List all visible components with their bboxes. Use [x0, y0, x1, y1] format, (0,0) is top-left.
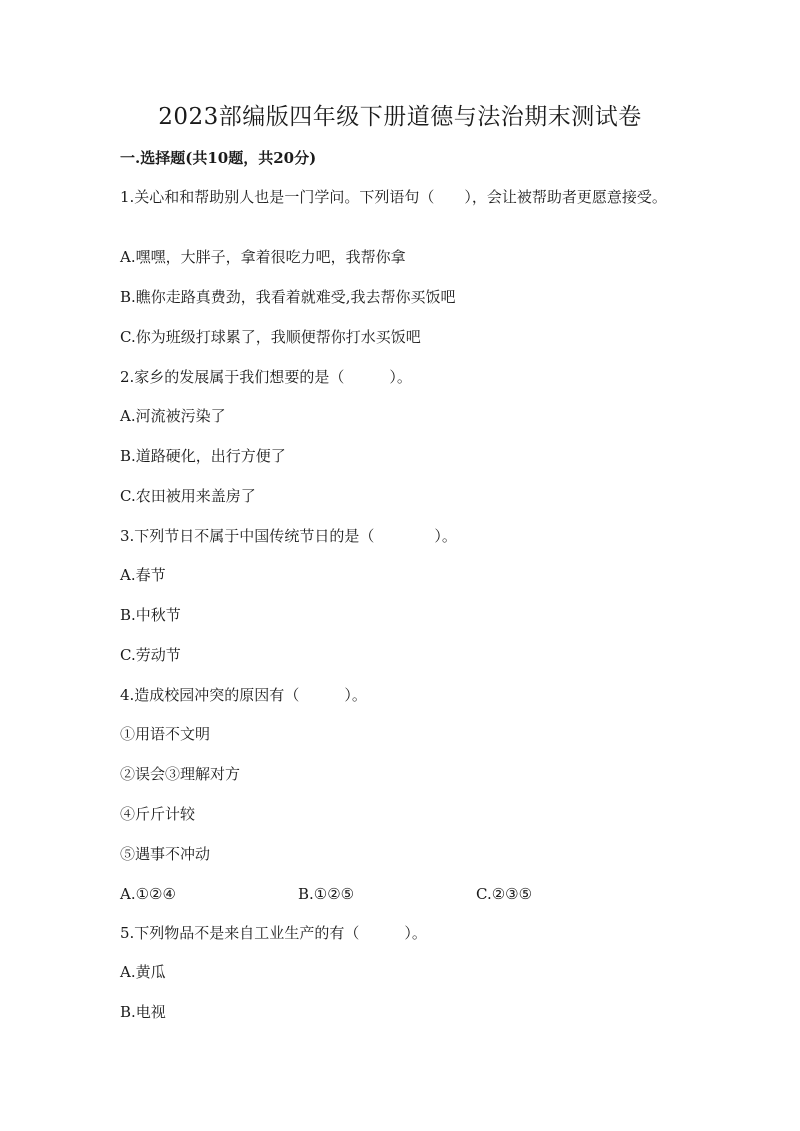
question-3-stem: 3.下列节日不属于中国传统节日的是（ ）。: [120, 527, 457, 545]
question-5-option-a: A.黄瓜: [120, 963, 166, 981]
question-2-option-a: A.河流被污染了: [120, 407, 226, 425]
question-1-stem: 1.关心和和帮助别人也是一门学问。下列语句（ ），会让被帮助者更愿意接受。: [120, 188, 667, 206]
question-1-option-a: A.嘿嘿，大胖子，拿着很吃力吧，我帮你拿: [120, 248, 406, 266]
question-4-item-4: ⑤遇事不冲动: [120, 845, 211, 863]
question-2-stem: 2.家乡的发展属于我们想要的是（ ）。: [120, 368, 412, 386]
question-3-option-c: C.劳动节: [120, 646, 181, 664]
question-3-option-a: A.春节: [120, 566, 166, 584]
question-1-option-c: C.你为班级打球累了，我顺便帮你打水买饭吧: [120, 328, 421, 346]
question-4-item-3: ④斤斤计较: [120, 805, 196, 823]
question-4-item-2: ②误会③理解对方: [120, 765, 241, 783]
question-5-option-b: B.电视: [120, 1003, 166, 1021]
question-4-stem: 4.造成校园冲突的原因有（ ）。: [120, 686, 367, 704]
question-4-option-b: B.①②⑤: [298, 885, 355, 903]
question-3-option-b: B.中秋节: [120, 606, 181, 624]
question-2-option-b: B.道路硬化，出行方便了: [120, 447, 286, 465]
question-4-options-row: [0, 883, 800, 905]
question-4-option-a: A.①②④: [120, 885, 176, 903]
question-4-option-c: C.②③⑤: [476, 885, 533, 903]
question-5-stem: 5.下列物品不是来自工业生产的有（ ）。: [120, 924, 427, 942]
section-heading: 一.选择题(共10题，共20分): [120, 149, 317, 167]
question-4-item-1: ①用语不文明: [120, 725, 211, 743]
question-1-option-b: B.瞧你走路真费劲，我看着就难受,我去帮你买饭吧: [120, 288, 456, 306]
question-2-option-c: C.农田被用来盖房了: [120, 487, 256, 505]
page-title: 2023部编版四年级下册道德与法治期末测试卷: [158, 104, 642, 130]
